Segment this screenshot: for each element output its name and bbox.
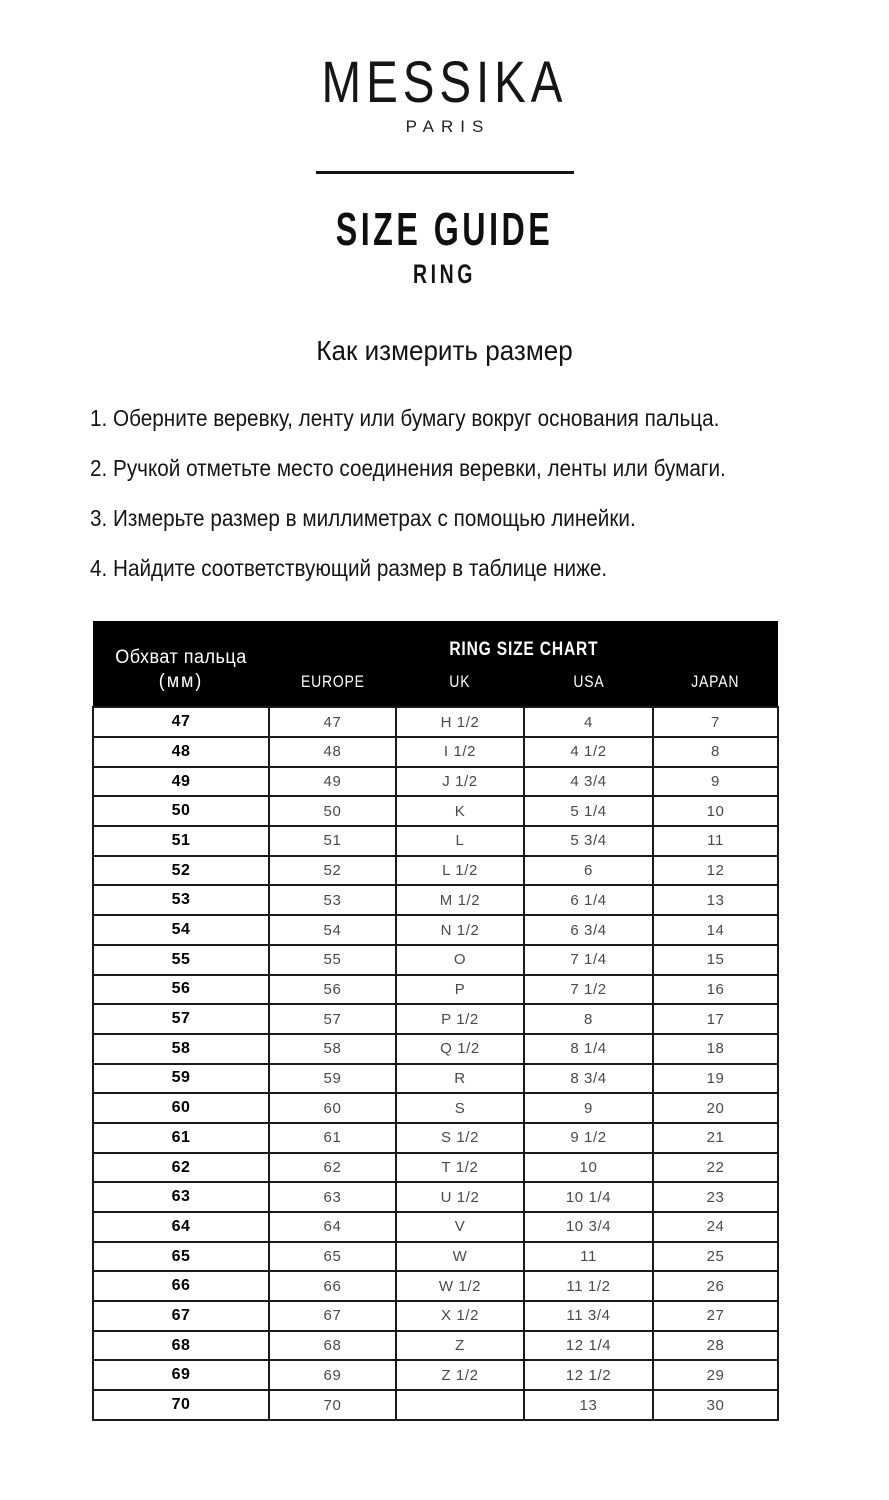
cell-uk [396,1390,524,1420]
table-row [93,1212,778,1242]
table-row [93,885,778,915]
cell-usa: 6 1/4 [524,885,653,915]
col-header-usa-label: USA [572,671,605,691]
cell-mm: 65 [93,1242,269,1272]
table-row [93,1242,778,1272]
table-row [93,767,778,797]
cell-mm: 59 [93,1064,269,1094]
table-row [93,1064,778,1094]
cell-europe: 61 [269,1123,396,1153]
brand-logo [0,50,889,137]
cell-uk: S [396,1093,524,1123]
cell-uk: V [396,1212,524,1242]
cell-japan: 9 [653,767,778,797]
cell-mm: 62 [93,1153,269,1183]
table-row [93,945,778,975]
cell-europe: 62 [269,1153,396,1183]
table-row [93,1123,778,1153]
cell-europe: 66 [269,1271,396,1301]
table-row [93,1331,778,1361]
cell-usa: 11 1/2 [524,1271,653,1301]
instruction-step: 4. Найдите соответствующий размер в таблице ниже. [90,555,608,582]
cell-europe: 63 [269,1182,396,1212]
cell-europe: 65 [269,1242,396,1272]
table-row [93,1153,778,1183]
cell-mm: 54 [93,915,269,945]
cell-europe: 47 [269,707,396,737]
cell-usa: 13 [524,1390,653,1420]
cell-europe: 49 [269,767,396,797]
cell-usa: 11 3/4 [524,1301,653,1331]
instruction-step: 3. Измерьте размер в миллиметрах с помощью линейки. [90,505,636,532]
cell-europe: 48 [269,737,396,767]
table-body [93,707,778,1420]
cell-europe: 68 [269,1331,396,1361]
cell-uk: Q 1/2 [396,1034,524,1064]
cell-europe: 54 [269,915,396,945]
cell-mm: 48 [93,737,269,767]
cell-usa: 5 1/4 [524,796,653,826]
cell-japan: 15 [653,945,778,975]
cell-europe: 50 [269,796,396,826]
cell-usa: 4 3/4 [524,767,653,797]
cell-mm: 56 [93,975,269,1005]
page-header [0,50,889,290]
cell-uk: W [396,1242,524,1272]
cell-japan: 24 [653,1212,778,1242]
cell-usa: 4 1/2 [524,737,653,767]
col-header-japan [653,663,778,707]
table-row [93,1271,778,1301]
cell-europe: 58 [269,1034,396,1064]
cell-mm: 61 [93,1123,269,1153]
cell-uk: L [396,826,524,856]
cell-japan: 27 [653,1301,778,1331]
col-header-europe-label: EUROPE [300,671,365,691]
instruction-step: 2. Ручкой отметьте место соединения веревки, ленты или бумаги. [90,455,726,482]
cell-uk: W 1/2 [396,1271,524,1301]
table-row [93,707,778,737]
cell-uk: P [396,975,524,1005]
cell-usa: 8 3/4 [524,1064,653,1094]
table-row [93,1093,778,1123]
cell-europe: 64 [269,1212,396,1242]
cell-japan: 10 [653,796,778,826]
table-row [93,1004,778,1034]
cell-usa: 4 [524,707,653,737]
col-header-japan-label: JAPAN [691,671,740,691]
cell-japan: 7 [653,707,778,737]
cell-uk: Z [396,1331,524,1361]
cell-usa: 7 1/2 [524,975,653,1005]
cell-usa: 10 [524,1153,653,1183]
instruction-step: 1. Оберните веревку, ленту или бумагу вокруг основания пальца. [90,405,720,432]
cell-mm: 70 [93,1390,269,1420]
cell-europe: 60 [269,1093,396,1123]
corner-header-line1: Обхват пальца [115,647,247,669]
cell-usa: 7 1/4 [524,945,653,975]
cell-japan: 11 [653,826,778,856]
table-row [93,1034,778,1064]
cell-mm: 64 [93,1212,269,1242]
table-row [93,1301,778,1331]
cell-europe: 52 [269,856,396,886]
divider-line [316,171,574,174]
cell-japan: 12 [653,856,778,886]
table-row [93,975,778,1005]
cell-uk: H 1/2 [396,707,524,737]
cell-japan: 20 [653,1093,778,1123]
cell-japan: 25 [653,1242,778,1272]
cell-uk: X 1/2 [396,1301,524,1331]
cell-mm: 53 [93,885,269,915]
cell-mm: 67 [93,1301,269,1331]
cell-mm: 52 [93,856,269,886]
col-header-usa [524,663,653,707]
cell-japan: 23 [653,1182,778,1212]
cell-uk: I 1/2 [396,737,524,767]
cell-usa: 8 1/4 [524,1034,653,1064]
cell-mm: 55 [93,945,269,975]
cell-usa: 11 [524,1242,653,1272]
cell-japan: 29 [653,1360,778,1390]
cell-usa: 10 1/4 [524,1182,653,1212]
table-row [93,1390,778,1420]
brand-name: MESSIKA [321,50,568,115]
table-row [93,1182,778,1212]
cell-europe: 70 [269,1390,396,1420]
table-row [93,826,778,856]
cell-japan: 19 [653,1064,778,1094]
instructions-list [0,407,889,580]
cell-usa: 6 3/4 [524,915,653,945]
cell-uk: Z 1/2 [396,1360,524,1390]
corner-header-line2: (мм) [158,671,204,693]
cell-usa: 12 1/2 [524,1360,653,1390]
instructions-heading: Как измерить размер [316,335,573,367]
cell-uk: N 1/2 [396,915,524,945]
table-row [93,856,778,886]
cell-mm: 57 [93,1004,269,1034]
cell-usa: 6 [524,856,653,886]
cell-europe: 53 [269,885,396,915]
cell-usa: 12 1/4 [524,1331,653,1361]
cell-uk: T 1/2 [396,1153,524,1183]
cell-europe: 59 [269,1064,396,1094]
cell-japan: 30 [653,1390,778,1420]
cell-europe: 55 [269,945,396,975]
instructions-section [0,336,889,580]
table-row [93,796,778,826]
cell-mm: 68 [93,1331,269,1361]
col-header-uk [396,663,524,707]
col-header-uk-label: UK [449,671,471,691]
cell-mm: 60 [93,1093,269,1123]
cell-japan: 16 [653,975,778,1005]
cell-mm: 49 [93,767,269,797]
col-header-europe [269,663,396,707]
cell-uk: K [396,796,524,826]
cell-usa: 9 1/2 [524,1123,653,1153]
cell-mm: 47 [93,707,269,737]
ring-size-table [92,621,779,1421]
page-title: SIZE GUIDE [335,203,554,256]
table-row [93,1360,778,1390]
cell-japan: 13 [653,885,778,915]
cell-mm: 58 [93,1034,269,1064]
cell-uk: O [396,945,524,975]
cell-europe: 56 [269,975,396,1005]
cell-japan: 18 [653,1034,778,1064]
cell-japan: 17 [653,1004,778,1034]
cell-mm: 51 [93,826,269,856]
cell-mm: 63 [93,1182,269,1212]
cell-mm: 66 [93,1271,269,1301]
cell-usa: 5 3/4 [524,826,653,856]
table-title-text: RING SIZE CHART [448,639,599,661]
cell-usa: 9 [524,1093,653,1123]
cell-uk: S 1/2 [396,1123,524,1153]
cell-japan: 26 [653,1271,778,1301]
cell-japan: 14 [653,915,778,945]
cell-uk: R [396,1064,524,1094]
page-subtitle: RING [413,259,476,290]
cell-uk: J 1/2 [396,767,524,797]
cell-usa: 10 3/4 [524,1212,653,1242]
cell-japan: 8 [653,737,778,767]
cell-uk: U 1/2 [396,1182,524,1212]
cell-europe: 57 [269,1004,396,1034]
cell-europe: 67 [269,1301,396,1331]
cell-japan: 28 [653,1331,778,1361]
cell-japan: 22 [653,1153,778,1183]
cell-japan: 21 [653,1123,778,1153]
cell-uk: L 1/2 [396,856,524,886]
cell-mm: 50 [93,796,269,826]
brand-city: PARIS [405,117,491,136]
table-row [93,737,778,767]
cell-europe: 51 [269,826,396,856]
cell-uk: M 1/2 [396,885,524,915]
cell-mm: 69 [93,1360,269,1390]
table-header [93,621,778,707]
cell-usa: 8 [524,1004,653,1034]
cell-uk: P 1/2 [396,1004,524,1034]
cell-europe: 69 [269,1360,396,1390]
table-title [269,621,778,663]
corner-header [93,621,269,707]
table-row [93,915,778,945]
